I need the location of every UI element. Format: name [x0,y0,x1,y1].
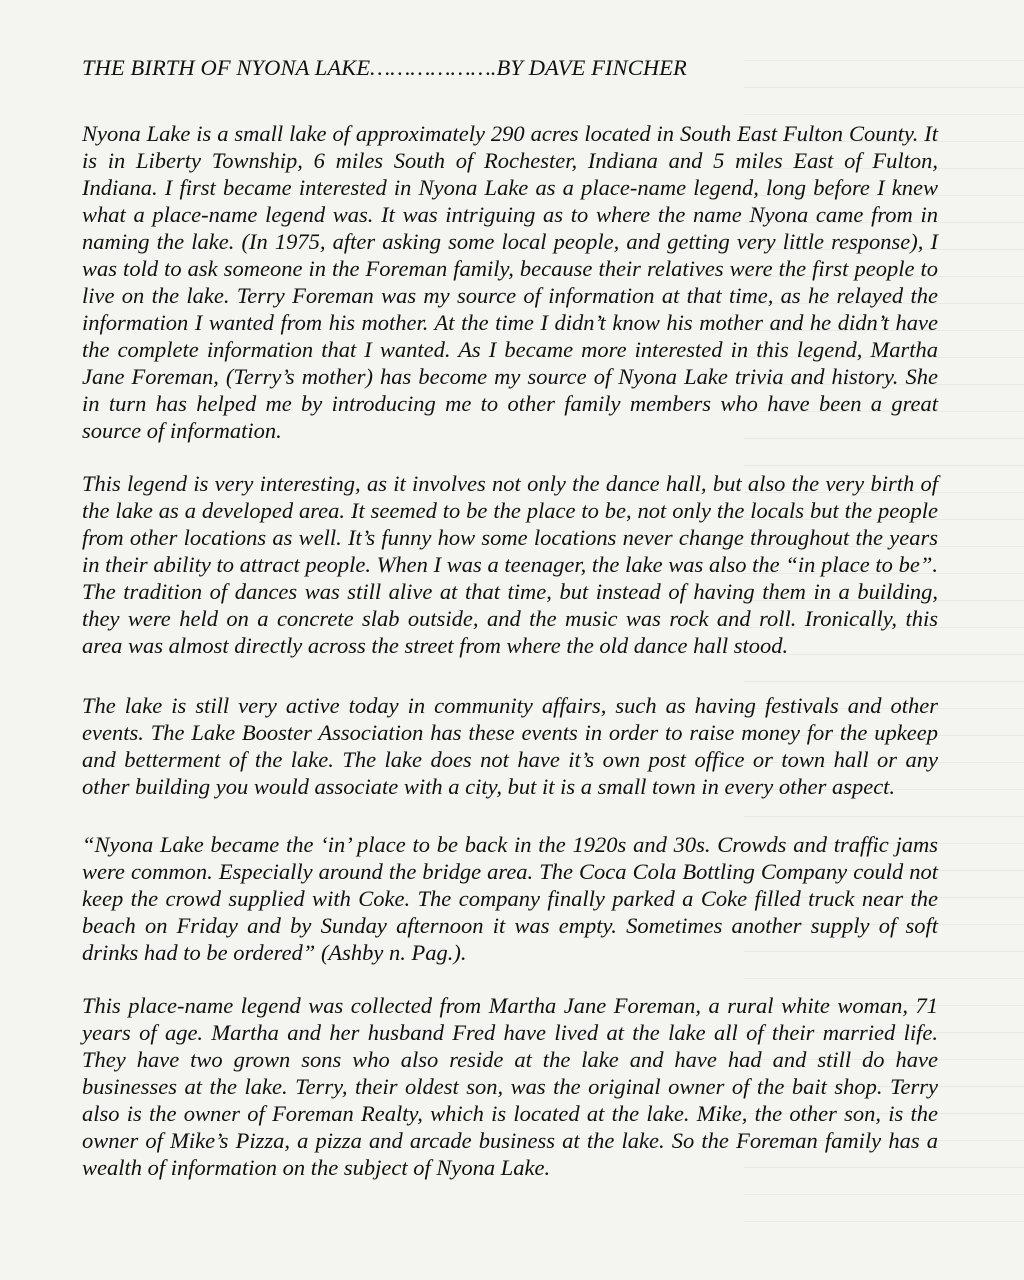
paragraph-community: The lake is still very active today in community affairs, such as having festivals and other events. The Lake Booster Association has these events in order to raise money for the upkeep and betterment of the lake. The lake does not have it’s own post office or town hall or any other building you would associate with a city, but it is a small town in every other aspect. [82,693,938,799]
paragraph-legend: This legend is very interesting, as it involves not only the dance hall, but also the very birth of the lake as a developed area. It seemed to be the place to be, not only the locals but the people from other locations as well. It’s funny how some locations never change throughout the years in their ability to attract people. When I was a teenager, the lake was also the “in place to be”. The tradition of dances was still alive at that time, but instead of having them in a building, they were held on a concrete slab outside, and the music was rock and roll. Ironically, this area was almost directly across the street from where the old dance hall stood. [82,471,938,658]
paragraph-intro: Nyona Lake is a small lake of approximately 290 acres located in South East Fulton County. It is in Liberty Township, 6 miles South of Rochester, Indiana and 5 miles East of Fulton, Indiana. I first became interested in Nyona Lake as a place-name legend, long before I knew what a place-name legend was. It was intriguing as to where the name Nyona came from in naming the lake. (In 1975, after asking some local people, and getting very little response), I was told to ask someone in the Foreman family, because their relatives were the first people to live on the lake. Terry Foreman was my source of information at that time, as he relayed the information I wanted from his mother. At the time I didn’t know his mother and he didn’t have the complete information that I wanted. As I became more interested in this legend, Martha Jane Foreman, (Terry’s mother) has become my source of Nyona Lake trivia and history. She in turn has helped me by introducing me to other family members who have been a great source of information. [82,121,938,443]
paragraph-quote: “Nyona Lake became the ‘in’ place to be back in the 1920s and 30s. Crowds and traffic jams were common. Especially around the bridge area. The Coca Cola Bottling Company could not keep the crowd supplied with Coke. The company finally parked a Coke filled truck near the beach on Friday and by Sunday afternoon it was empty. Sometimes another supply of soft drinks had to be ordered” (Ashby n. Pag.). [82,832,938,965]
paragraph-source: This place-name legend was collected from Martha Jane Foreman, a rural white woman, 71 years of age. Martha and her husband Fred have lived at the lake all of their married life. They have two grown sons who also reside at the lake and have had and still do have businesses at the lake. Terry, their oldest son, was the original owner of the bait shop. Terry also is the owner of Foreman Realty, which is located at the lake. Mike, the other son, is the owner of Mike’s Pizza, a pizza and arcade business at the lake. So the Foreman family has a wealth of information on the subject of Nyona Lake. [82,993,938,1180]
document-title: THE BIRTH OF NYONA LAKE……………….BY DAVE FINCHER [82,55,687,80]
